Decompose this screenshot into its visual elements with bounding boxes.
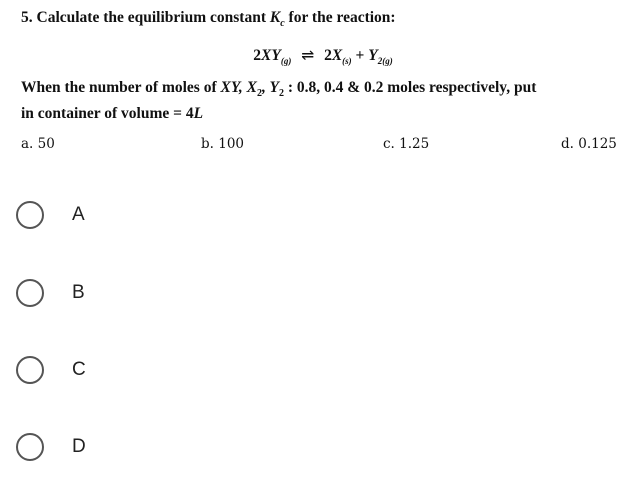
option-b-text: b. 100	[201, 136, 244, 153]
radio-button-b[interactable]	[16, 279, 44, 307]
option-a-text: a. 50	[21, 136, 55, 153]
answer-options	[21, 136, 625, 158]
choice-a-label: A	[72, 204, 85, 225]
choice-b-label: B	[72, 282, 85, 303]
radio-button-d[interactable]	[16, 433, 44, 461]
reaction-equation: $2XY_{(g)}$ ⇌ $2X_{(s)} + Y_{2(g)}$	[21, 44, 625, 68]
question-block	[21, 8, 625, 158]
equilibrium-arrow: ⇌	[301, 47, 315, 65]
choice-d[interactable]	[16, 430, 86, 464]
option-d-text: d. 0.125	[561, 136, 617, 153]
radio-button-a[interactable]	[16, 201, 44, 229]
choice-a[interactable]	[16, 198, 85, 232]
option-c-text: c. 1.25	[383, 136, 430, 153]
choice-d-label: D	[72, 436, 86, 457]
question-stem: When the number of moles of XY, $X_2$, $Y_2$ : 0.8, 0.4 & 0.2 moles respectively, put in container of volume = 4L	[21, 79, 537, 123]
choice-c-label: C	[72, 359, 86, 380]
radio-button-c[interactable]	[16, 356, 44, 384]
question-title: 5. Calculate the equilibrium constant $K_c$ for the reaction:	[21, 9, 396, 30]
choice-b[interactable]	[16, 276, 85, 310]
choice-c[interactable]	[16, 353, 86, 387]
